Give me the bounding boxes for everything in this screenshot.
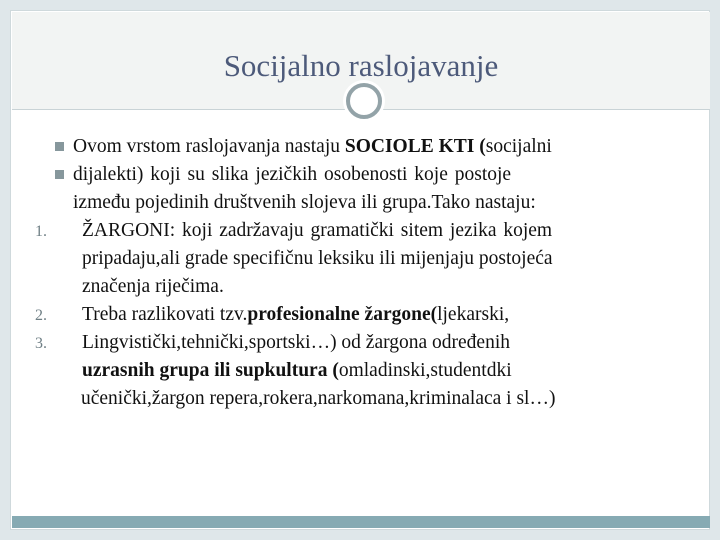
text: učenički,žargon repera,rokera,narkomana,kriminalaca i sl…) [81, 388, 556, 409]
list-number: 3. [35, 335, 47, 352]
slide [10, 10, 710, 530]
line-6 [31, 273, 706, 301]
slide-body [31, 133, 706, 413]
line-9 [31, 357, 706, 385]
square-bullet-icon [55, 142, 64, 151]
text: dijalekti) koji su slika jezičkih osobenosti koje postoje [73, 164, 512, 185]
bold-text: uzrasnih grupa ili supkultura ( [82, 360, 339, 381]
line-2 [31, 161, 706, 189]
line-5 [31, 245, 706, 273]
square-bullet-icon [55, 170, 64, 179]
text: Treba razlikovati tzv. [82, 304, 248, 325]
text: Ovom vrstom raslojavanja nastaju [73, 136, 345, 157]
bold-text: profesionalne žargone( [247, 304, 438, 325]
footer-bar [12, 516, 710, 528]
line-3 [31, 189, 706, 217]
slide-title: Socijalno raslojavanje [223, 48, 499, 83]
text: Lingvistički,tehnički,sportski…) od žargona određenih [82, 332, 511, 353]
text: ŽARGONI: koji zadržavaju gramatički sitem jezika kojem [82, 220, 553, 241]
list-number: 1. [35, 223, 47, 240]
list-number: 2. [35, 307, 47, 324]
text: omladinski,studentdki [338, 360, 512, 381]
line-1 [31, 133, 706, 161]
text: ljekarski, [437, 304, 510, 325]
text: između pojedinih društvenih slojeva ili grupa.Tako nastaju: [73, 192, 536, 213]
line-7 [31, 301, 706, 329]
text: socijalni [485, 136, 552, 157]
circle-ornament-icon [346, 83, 382, 119]
line-10 [31, 385, 706, 413]
line-4 [31, 217, 706, 245]
bold-text: SOCIOLE KTI ( [344, 136, 486, 157]
text: značenja riječima. [82, 276, 224, 297]
text: pripadaju,ali grade specifičnu leksiku ili mijenjaju postojeća [82, 248, 553, 269]
line-8 [31, 329, 706, 357]
